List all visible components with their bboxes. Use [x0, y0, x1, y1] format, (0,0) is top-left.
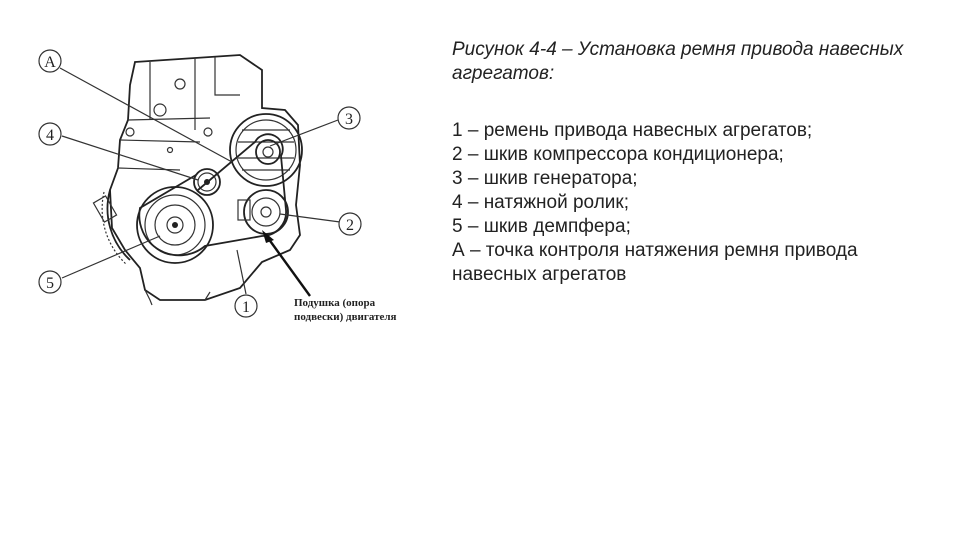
svg-text:1: 1: [242, 299, 250, 316]
svg-text:2: 2: [346, 217, 354, 234]
marker-1: [235, 295, 257, 317]
damper-pulley: [137, 187, 213, 263]
drive-belt: [139, 134, 286, 255]
legend-item-a: А – точка контроля натяжения ремня привода навесных агрегатов: [452, 240, 858, 285]
marker-5: [39, 271, 61, 293]
svg-text:4: 4: [46, 127, 54, 144]
marker-3: [338, 107, 360, 129]
legend-item-5: 5 – шкив демпфера;: [452, 216, 631, 237]
legend-item-1: 1 – ремень привода навесных агрегатов;: [452, 120, 813, 141]
generator: [230, 114, 302, 186]
marker-A: [39, 50, 61, 72]
figure-caption: Рисунок 4-4 – Установка ремня привода навесных агрегатов:: [452, 39, 904, 84]
svg-text:3: 3: [345, 111, 353, 128]
legend-list: [452, 119, 942, 287]
engine-mount-label-line2: подвески) двигателя: [294, 311, 397, 323]
engine-belt-diagram: [0, 0, 440, 340]
svg-text:5: 5: [46, 275, 54, 292]
marker-2: [339, 213, 361, 235]
legend-item-3: 3 – шкив генератора;: [452, 168, 638, 189]
legend-item-4: 4 – натяжной ролик;: [452, 192, 629, 213]
svg-text:A: A: [44, 54, 56, 71]
legend-item-2: 2 – шкив компрессора кондиционера;: [452, 144, 784, 165]
engine-mount-arrow: [262, 230, 310, 296]
marker-4: [39, 123, 61, 145]
engine-mount-label-line1: Подушка (опора: [294, 297, 376, 309]
